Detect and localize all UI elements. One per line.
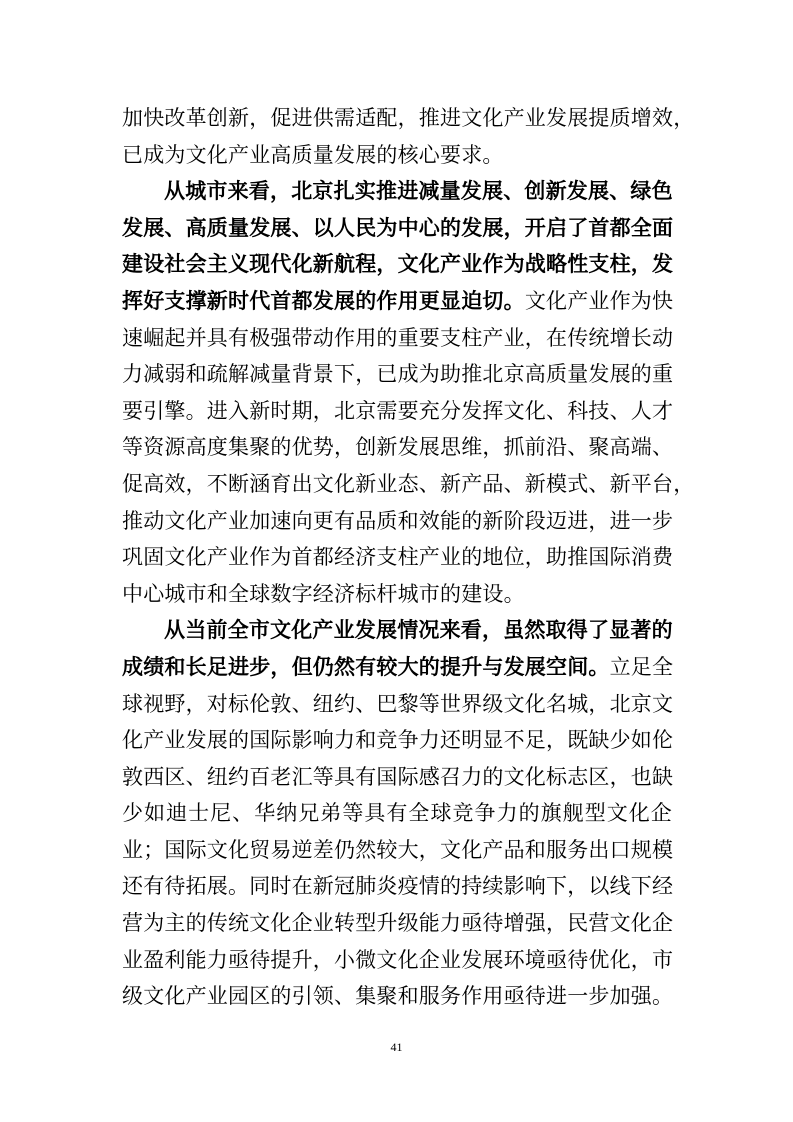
text-line [122,173,672,210]
text-run: 加快改革创新，促进供需适配，推进文化产业发展提质增效， [122,106,695,130]
bold-text-run: 发展、高质量发展、以人民为中心的发展，开启了首都全面 [122,214,674,240]
text-run: 等资源高度集聚的优势，创新发展思维，抓前沿、聚高端、 [122,435,674,460]
text-run: 中心城市和全球数字经济标杆城市的建设。 [122,581,525,606]
text-run: 敦西区、纽约百老汇等具有国际感召力的文化标志区，也缺 [122,764,674,789]
text-line [122,539,672,576]
text-line [122,978,672,1015]
bold-text-run: 成绩和长足进步，但仍然有较大的提升与发展空间。 [122,653,610,679]
text-run: 少如迪士尼、华纳兄弟等具有全球竞争力的旗舰型文化企 [122,801,672,826]
text-run: 已成为文化产业高质量发展的核心要求。 [122,142,504,167]
text-line [122,210,672,247]
paragraph-3 [122,612,672,1015]
text-line [122,832,672,869]
text-line [122,100,695,137]
text-run: 力减弱和疏解减量背景下，已成为助推北京高质量发展的重 [122,362,674,387]
text-line [122,393,672,430]
text-line [122,576,672,613]
text-line [122,905,672,942]
text-line [122,503,672,540]
text-run: 级文化产业园区的引领、集聚和服务作用亟待进一步加强。 [122,984,674,1009]
text-run: 促高效，不断涵育出文化新业态、新产品、新模式、新平台， [122,471,695,496]
paragraph-1 [122,100,695,173]
text-run: 营为主的传统文化企业转型升级能力亟待增强，民营文化企 [122,911,674,936]
paragraph-2 [122,173,695,612]
text-run: 文化产业作为快 [524,288,674,313]
text-run: 业；国际文化贸易逆差仍然较大，文化产品和服务出口规模 [122,837,674,862]
bold-text-run: 从城市来看，北京扎实推进减量发展、创新发展、绿色 [164,178,673,204]
text-run: 还有待拓展。同时在新冠肺炎疫情的持续影响下，以线下经 [122,874,674,899]
body-text [122,100,695,1015]
text-line [122,868,672,905]
text-run: 球视野，对标伦敦、纽约、巴黎等世界级文化名城，北京文 [122,691,674,716]
text-line [122,466,695,503]
text-line [122,795,672,832]
text-line [122,320,672,357]
text-line [122,942,672,979]
text-run: 化产业发展的国际影响力和竞争力还明显不足，既缺少如伦 [122,728,674,753]
text-line [122,759,672,796]
page-number: 41 [390,1040,403,1054]
text-line [122,429,672,466]
text-line [122,722,672,759]
text-line [122,686,672,723]
text-run: 立足全 [609,654,674,679]
text-line [122,356,672,393]
text-line [122,649,672,686]
bold-text-run: 从当前全市文化产业发展情况来看，虽然取得了显著的 [164,617,673,643]
text-line [122,612,672,649]
text-run: 推动文化产业加速向更有品质和效能的新阶段迈进，进一步 [122,508,674,533]
text-run: 速崛起并具有极强带动作用的重要支柱产业，在传统增长动 [122,325,674,350]
text-run: 业盈利能力亟待提升，小微文化企业发展环境亟待优化，市 [122,947,674,972]
text-run: 巩固文化产业作为首都经济支柱产业的地位，助推国际消费 [122,545,674,570]
text-line [122,283,672,320]
text-line [122,137,672,174]
text-run: 要引擎。进入新时期，北京需要充分发挥文化、科技、人才 [122,398,674,423]
bold-text-run: 挥好支撑新时代首都发展的作用更显迫切。 [122,287,525,313]
text-line [122,246,672,283]
bold-text-run: 建设社会主义现代化新航程，文化产业作为战略性支柱，发 [122,251,674,277]
